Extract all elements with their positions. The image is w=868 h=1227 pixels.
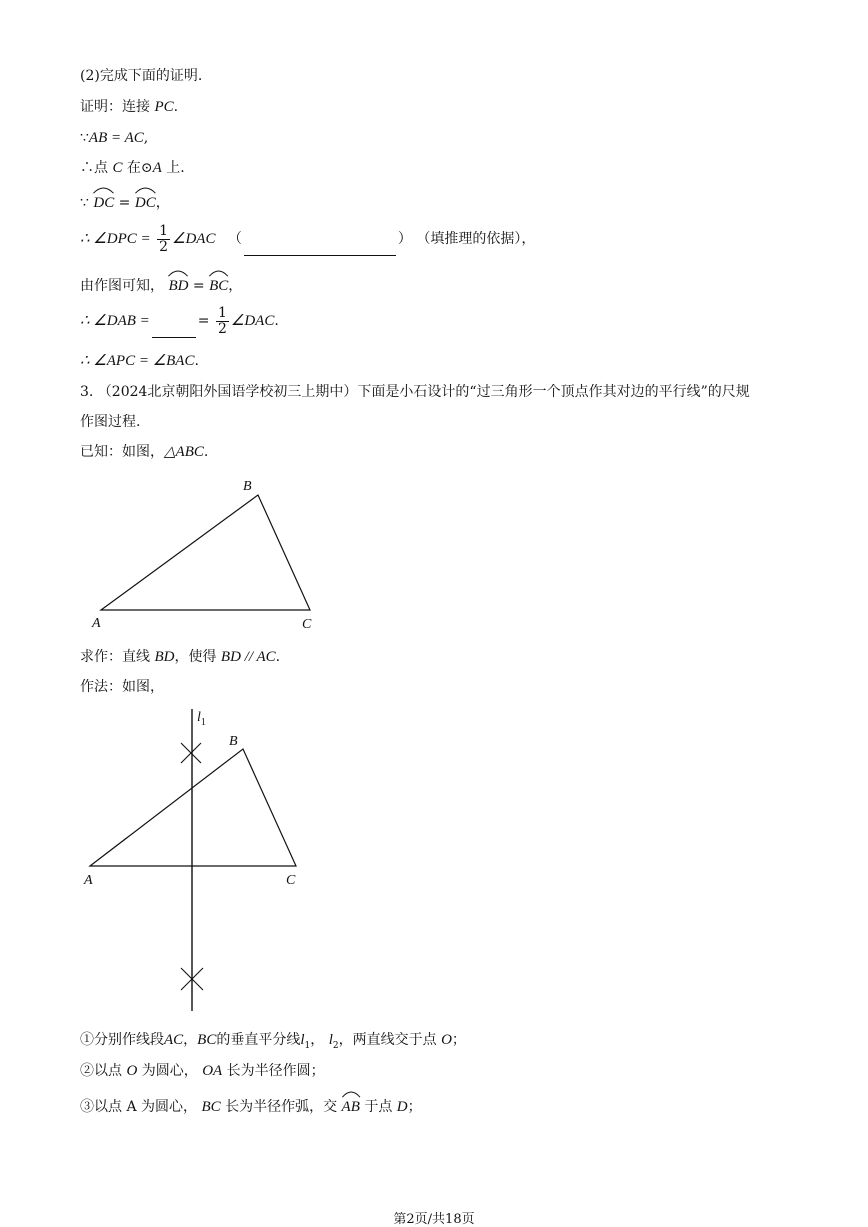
construction-figure-2 [80, 703, 320, 1018]
triangle-abc [101, 495, 310, 610]
vertex-label-a: A [92, 616, 101, 631]
vertex-label-b: B [243, 479, 252, 494]
triangle-abc-construction [90, 749, 296, 866]
proof-step-1: ∵AB = AC, [80, 130, 149, 146]
proof-step-2: ∴点 C 在⊙A 上. [80, 160, 185, 176]
arc-ab: AB [342, 1093, 360, 1117]
proof-step-7: ∴ ∠APC = ∠BAC. [80, 353, 199, 369]
problem3-statement-line1: 3. （2024北京朝阳外国语学校初三上期中）下面是小石设计的“过三角形一个顶点作其对边的平行线”的尺规 [80, 384, 750, 400]
line-label-l1: $l_1$ [197, 710, 206, 728]
proof-step-6: ∴ ∠DAB = = $\frac{1}{2}$ ∠DAC. [80, 304, 279, 337]
fraction-half: $\frac{1}{2}$ [159, 222, 168, 255]
vertex-label-c-2: C [286, 873, 296, 888]
part2-heading: (2)完成下面的证明. [80, 68, 203, 84]
arc-bd: BD [168, 272, 188, 296]
page-footer: 第2页/共18页 [393, 1212, 475, 1227]
vertex-label-b-2: B [229, 734, 238, 749]
arc-dc-1: DC [93, 189, 114, 213]
proof-intro: 证明：连接 PC. [80, 99, 179, 115]
arc-dc-2: DC [135, 189, 156, 213]
proof-step-5: 由作图可知， BD = BC， [80, 272, 242, 296]
method-text: 作法：如图， [80, 679, 164, 695]
answer-blank-reason[interactable] [244, 241, 396, 256]
construction-step-1: ①分别作线段AC，BC的垂直平分线$l_1$， $l_2$，两直线交于点 O； [80, 1032, 466, 1051]
problem3-statement-line2: 作图过程. [80, 414, 141, 430]
arc-bc: BC [209, 272, 228, 296]
require-text: 求作：直线 BD，使得 BD // AC. [80, 649, 281, 665]
construction-step-3: ③以点 A 为圆心， BC 长为半径作弧，交 AB 于点 D； [80, 1093, 422, 1117]
given-text: 已知：如图，△ABC. [80, 444, 209, 460]
triangle-figure-1 [80, 470, 340, 635]
vertex-label-c: C [302, 617, 312, 632]
proof-step-3: ∵ DC = DC， [80, 189, 170, 213]
proof-step-4: ∴ ∠DPC = $\frac{1}{2}$ ∠DAC （ ） （填推理的依据）， [80, 222, 536, 255]
answer-blank-angle[interactable] [152, 323, 196, 338]
fraction-half-2: $\frac{1}{2}$ [217, 304, 227, 337]
vertex-label-a-2: A [84, 873, 93, 888]
construction-step-2: ②以点 O 为圆心， OA 长为半径作圆； [80, 1063, 325, 1079]
